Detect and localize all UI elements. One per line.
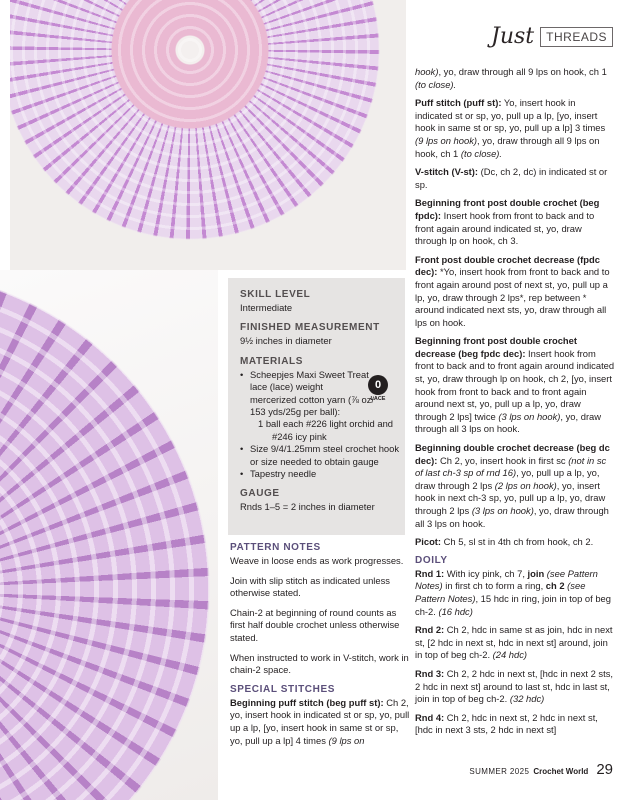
doily-rnd-3: Rnd 3: Ch 2, 2 hdc in next st, [hdc in next 2 sts, 2 hdc in next st] around to last st, hdc in last st, join in top of beg ch-2. (32 hdc) — [415, 667, 614, 705]
pattern-info-box — [228, 278, 405, 535]
doily-image-top — [10, 0, 380, 240]
materials-item-needle: • Tapestry needle — [240, 468, 405, 480]
pattern-note: When instructed to work in V-stitch, work in chain-2 space. — [230, 651, 409, 676]
pattern-note: Chain-2 at beginning of round counts as first half double crochet unless otherwise stated. — [230, 606, 400, 643]
pattern-note: Weave in loose ends as work progresses. — [230, 555, 404, 566]
doily-rnd-2: Rnd 2: Ch 2, hdc in same st as join, hdc in next st, [2 hdc in next st, hdc in next st] around, join in top of beg ch-2. (24 hdc) — [415, 624, 613, 661]
section-badge — [491, 24, 613, 49]
pattern-note: Join with slip stitch as indicated unless otherwise stated. — [230, 574, 390, 599]
section-badge-just: Just — [491, 24, 535, 49]
skill-level-value: Intermediate — [240, 302, 293, 313]
stitch-v-stitch: V-stitch (V-st): (Dc, ch 2, dc) in indicated st or sp. — [415, 166, 608, 190]
doily-heading: DOILY — [415, 554, 448, 566]
stitch-beg-fpdc: Beginning front post double crochet (beg fpdc): Insert hook from front to back and to front again around indicated st, yo, draw through lp on hook, ch 3. — [415, 197, 600, 247]
gauge-heading: GAUGE — [240, 488, 280, 500]
stitch-beg-puff-continued: hook), yo, draw through all 9 lps on hook, ch 1 (to close). — [415, 66, 607, 90]
pattern-notes-column — [230, 542, 410, 754]
skill-level-heading: SKILL LEVEL — [240, 289, 311, 300]
footer-magazine: Crochet World — [533, 767, 589, 776]
doily-rnd-4: Rnd 4: Ch 2, hdc in next st, 2 hdc in next st, [hdc in next 3 sts, 2 hdc in next st] — [415, 711, 598, 736]
stitch-picot: Picot: Ch 5, sl st in 4th ch from hook, ch 2. — [415, 536, 594, 548]
finished-measurement-value: 9½ inches in diameter — [240, 335, 332, 347]
doily-image-closeup — [0, 270, 210, 800]
materials-list — [240, 369, 405, 481]
doily-photo-top — [10, 0, 406, 270]
gauge-value: Rnds 1–5 = 2 inches in diameter — [240, 501, 375, 513]
stitch-beg-puff: Beginning puff stitch (beg puff st): Ch 2, yo, insert hook in indicated st or sp, yo, pull up a lp, [yo, insert hook in same st or sp, yo, pull up a lp] 4 times (9 lps on — [230, 696, 410, 746]
stitch-beg-dc-dec: Beginning double crochet decrease (beg dc dec): Ch 2, yo, insert hook in first sc (not in sc of last ch-3 sp of rnd 16), yo, pull up a lp, yo, draw through 2 lps (2 lps on hook), yo, insert hook in next ch-3 sp, yo, pull up a lp, yo, draw through 2 lps (3 lps on hook), yo, draw through all 3 lps on hook. — [415, 442, 610, 529]
pattern-notes-heading: PATTERN NOTES — [230, 542, 321, 553]
doily-photo-closeup — [0, 270, 218, 800]
stitch-puff: Puff stitch (puff st): Yo, insert hook in indicated st or sp, yo, pull up a lp, [yo, insert hook in same st or sp, yo, pull up a lp] 3 times (9 lps on hook), yo, draw through all 9 lps on hook, ch 1 (to close). — [415, 97, 606, 159]
section-badge-threads: THREADS — [540, 27, 613, 47]
lace-weight-number: 0 — [368, 375, 388, 395]
page-footer — [469, 761, 613, 778]
lace-weight-label: LACE — [370, 395, 386, 402]
materials-item-hook: • Size 9/4/1.25mm steel crochet hook or size needed to obtain gauge — [240, 443, 405, 468]
doily-rnd-1: Rnd 1: With icy pink, ch 7, join (see Pattern Notes) in first ch to form a ring, ch 2 (see Pattern Notes), 15 hdc in ring, join in top of beg ch-2. (16 hdc) — [415, 567, 611, 617]
materials-heading: MATERIALS — [240, 355, 303, 367]
stitch-beg-fpdc-dec: Beginning front post double crochet decrease (beg fpdc dec): Insert hook from front to back and to front again around indicated st, yo, draw through lp on hook, ch 2, [yo, insert hook from front to back and to front again around next st, yo, pull up a lp, yo, draw through 2 lps] twice (3 lps on hook), yo, draw through all 3 lps on hook. — [415, 335, 615, 435]
stitch-fpdc-dec: Front post double crochet decrease (fpdc dec): *Yo, insert hook from front to back and to front again around post of next st, yo, pull up a lp, yo, draw through 2 lps*, rep between * around indicated next sts, yo, draw through all lps on hook. — [415, 253, 610, 328]
footer-issue: SUMMER 2025 — [469, 767, 530, 776]
materials-item-yarn: • Scheepjes Maxi Sweet Treat lace (lace) weight mercerized cotton yarn (⅞ oz/ 153 yds/25g per ball): 1 ball each #226 light orchid and #246 icy pink — [240, 369, 405, 443]
finished-measurement-heading: FINISHED MEASUREMENT — [240, 322, 380, 334]
special-stitches-heading: SPECIAL STITCHES — [230, 683, 335, 695]
instructions-column — [415, 66, 615, 743]
page-number: 29 — [596, 761, 613, 778]
